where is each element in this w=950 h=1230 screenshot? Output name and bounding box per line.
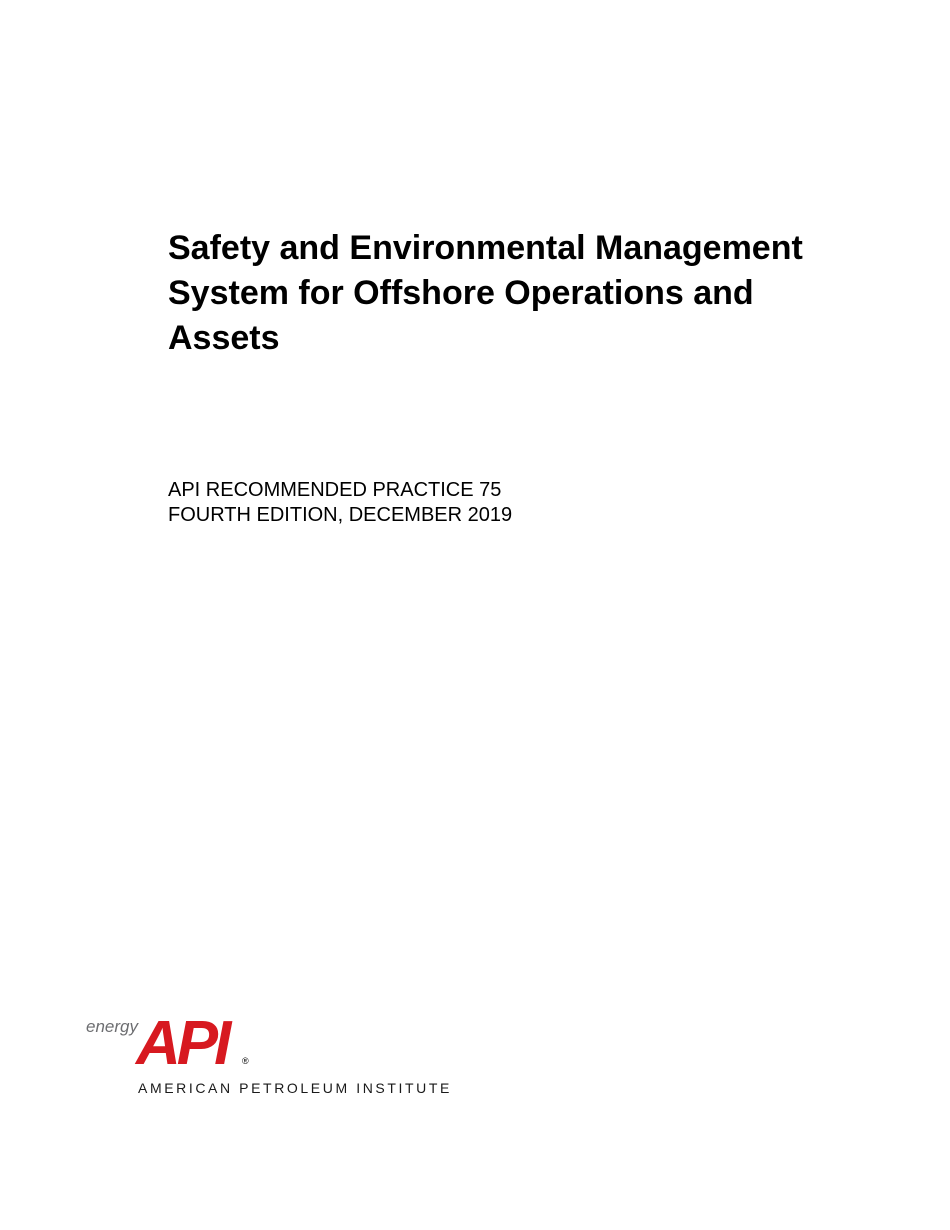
api-logo-icon — [86, 1008, 256, 1068]
document-designation-block — [168, 478, 512, 528]
title-line-3: Assets — [168, 319, 280, 357]
edition-date: FOURTH EDITION, DECEMBER 2019 — [168, 504, 513, 526]
organization-name: AMERICAN PETROLEUM INSTITUTE — [138, 1080, 452, 1096]
api-logo-block — [86, 1008, 452, 1103]
title-line-1: Safety and Environmental Management — [168, 229, 803, 267]
logo-mark-text: API — [136, 1009, 228, 1068]
practice-designation: API RECOMMENDED PRACTICE 75 — [168, 479, 502, 501]
registered-mark: ® — [242, 1056, 249, 1066]
logo-tagline: energy — [86, 1017, 138, 1036]
document-title — [168, 226, 908, 361]
title-line-2: System for Offshore Operations and — [168, 274, 754, 312]
